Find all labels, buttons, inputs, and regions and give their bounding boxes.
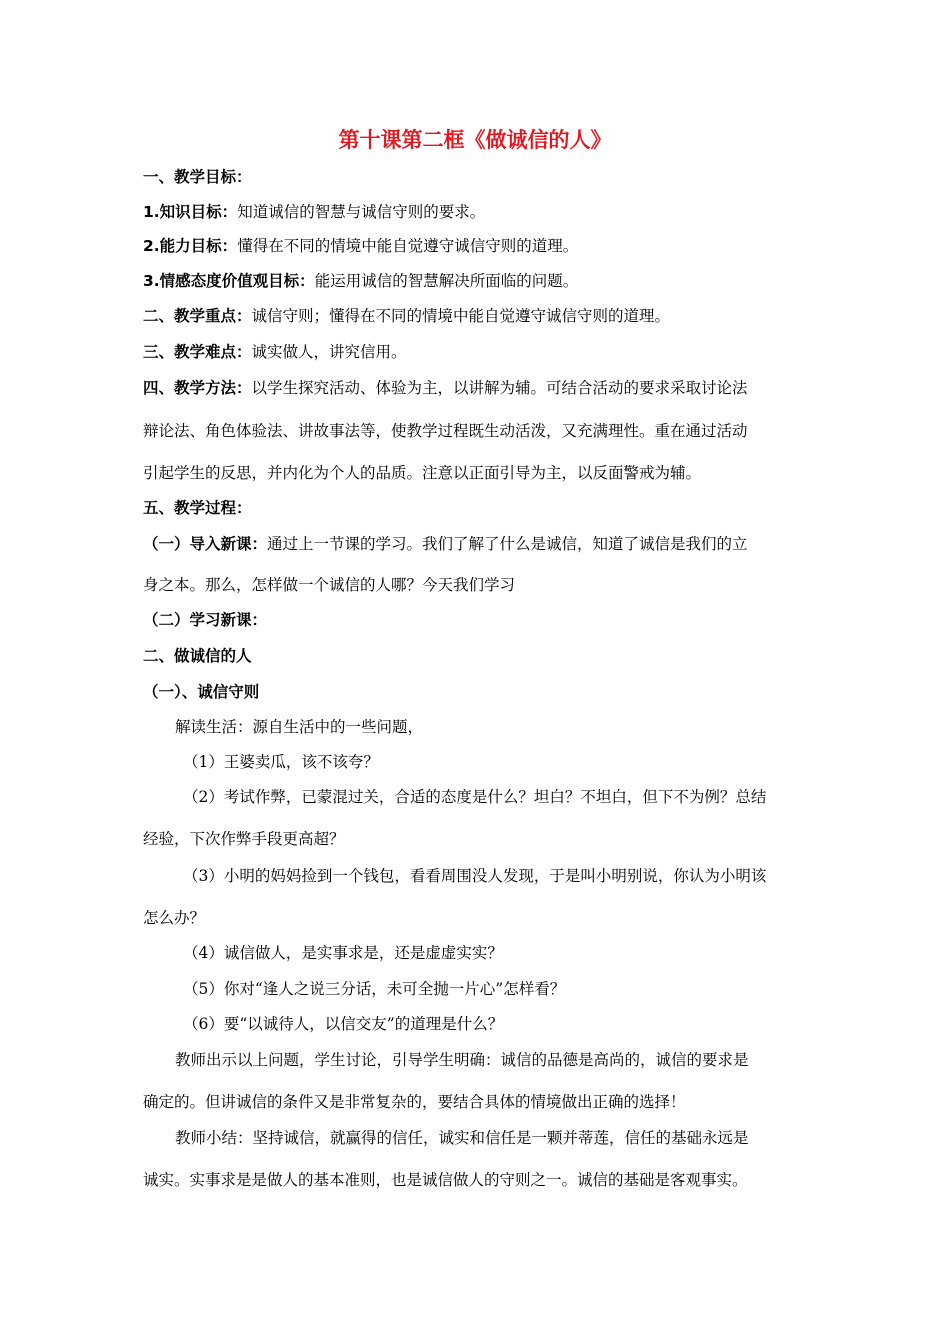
difficulties-text: 诚实做人，讲究信用。 [251, 343, 407, 361]
methods [143, 377, 813, 399]
question-3: （3）小明的妈妈捡到一个钱包，看看周围没人发现，于是叫小明别说，你认为小明该 [183, 867, 767, 885]
goal-knowledge-label: 1.知识目标： [143, 203, 238, 221]
key-points-text: 诚信守则；懂得在不同的情境中能自觉遵守诚信守则的道理。 [251, 307, 671, 325]
question-2: （2）考试作弊，已蒙混过关，合适的态度是什么？坦白？不坦白，但下不为例？总结 [183, 788, 767, 806]
methods-line1: 以学生探究活动、体验为主，以讲解为辅。可结合活动的要求采取讨论法 [251, 379, 748, 397]
methods-line2: 辩论法、角色体验法、讲故事法等，使教学过程既生动活泼，又充满理性。重在通过活动 [143, 422, 748, 440]
teacher-guide: 教师出示以上问题，学生讨论，引导学生明确：诚信的品德是高尚的，诚信的要求是 [175, 1051, 749, 1069]
key-points-label: 二、教学重点： [143, 307, 252, 325]
goal-emotion [143, 270, 813, 292]
goal-knowledge-text: 知道诚信的智慧与诚信守则的要求。 [237, 203, 486, 221]
goal-emotion-label: 3.情感态度价值观目标： [143, 272, 315, 290]
difficulties [143, 341, 813, 363]
teacher-summary-cont: 诚实。实事求是是做人的基本准则，也是诚信做人的守则之一。诚信的基础是客观事实。 [143, 1171, 748, 1189]
methods-line3: 引起学生的反思，并内化为个人的品质。注意以正面引导为主，以反面警戒为辅。 [143, 464, 702, 482]
goal-ability-label: 2.能力目标： [143, 237, 238, 255]
question-4: （4）诚信做人，是实事求是，还是虚虚实实？ [183, 944, 503, 962]
intro [143, 533, 813, 555]
goals-heading: 一、教学目标： [143, 168, 252, 186]
intro-line2: 身之本。那么，怎样做一个诚信的人哪？今天我们学习 [143, 576, 516, 594]
methods-label: 四、教学方法： [143, 379, 252, 397]
reading-life: 解读生活：源自生活中的一些问题， [175, 718, 424, 736]
difficulties-label: 三、教学难点： [143, 343, 252, 361]
section-heading: 二、做诚信的人 [143, 647, 252, 665]
goal-emotion-text: 能运用诚信的智慧解决所面临的问题。 [314, 272, 579, 290]
question-2-cont: 经验，下次作弊手段更高超？ [143, 830, 345, 848]
question-5: （5）你对“逢人之说三分话，未可全抛一片心”怎样看？ [183, 980, 566, 998]
goal-ability [143, 235, 813, 257]
intro-label: （一）导入新课： [143, 535, 268, 553]
question-6: （6）要“以诚待人，以信交友”的道理是什么？ [183, 1015, 504, 1033]
key-points [143, 305, 813, 327]
question-3-cont: 怎么办？ [143, 909, 206, 927]
goal-knowledge [143, 201, 813, 223]
intro-line1: 通过上一节课的学习。我们了解了什么是诚信，知道了诚信是我们的立 [267, 535, 748, 553]
question-1: （1）王婆卖瓜，该不该夸？ [183, 753, 379, 771]
new-lesson-heading: （二）学习新课： [143, 611, 268, 629]
goal-ability-text: 懂得在不同的情境中能自觉遵守诚信守则的道理。 [237, 237, 579, 255]
teacher-summary: 教师小结：坚持诚信，就赢得的信任，诚实和信任是一颗并蒂莲，信任的基础永远是 [175, 1129, 749, 1147]
process-heading: 五、教学过程： [143, 499, 252, 517]
page-title: 第十课第二框《做诚信的人》 [338, 128, 612, 152]
subsection-heading: （一）、诚信守则 [143, 683, 260, 701]
teacher-guide-cont: 确定的。但讲诚信的条件又是非常复杂的，要结合具体的情境做出正确的选择！ [143, 1093, 686, 1111]
